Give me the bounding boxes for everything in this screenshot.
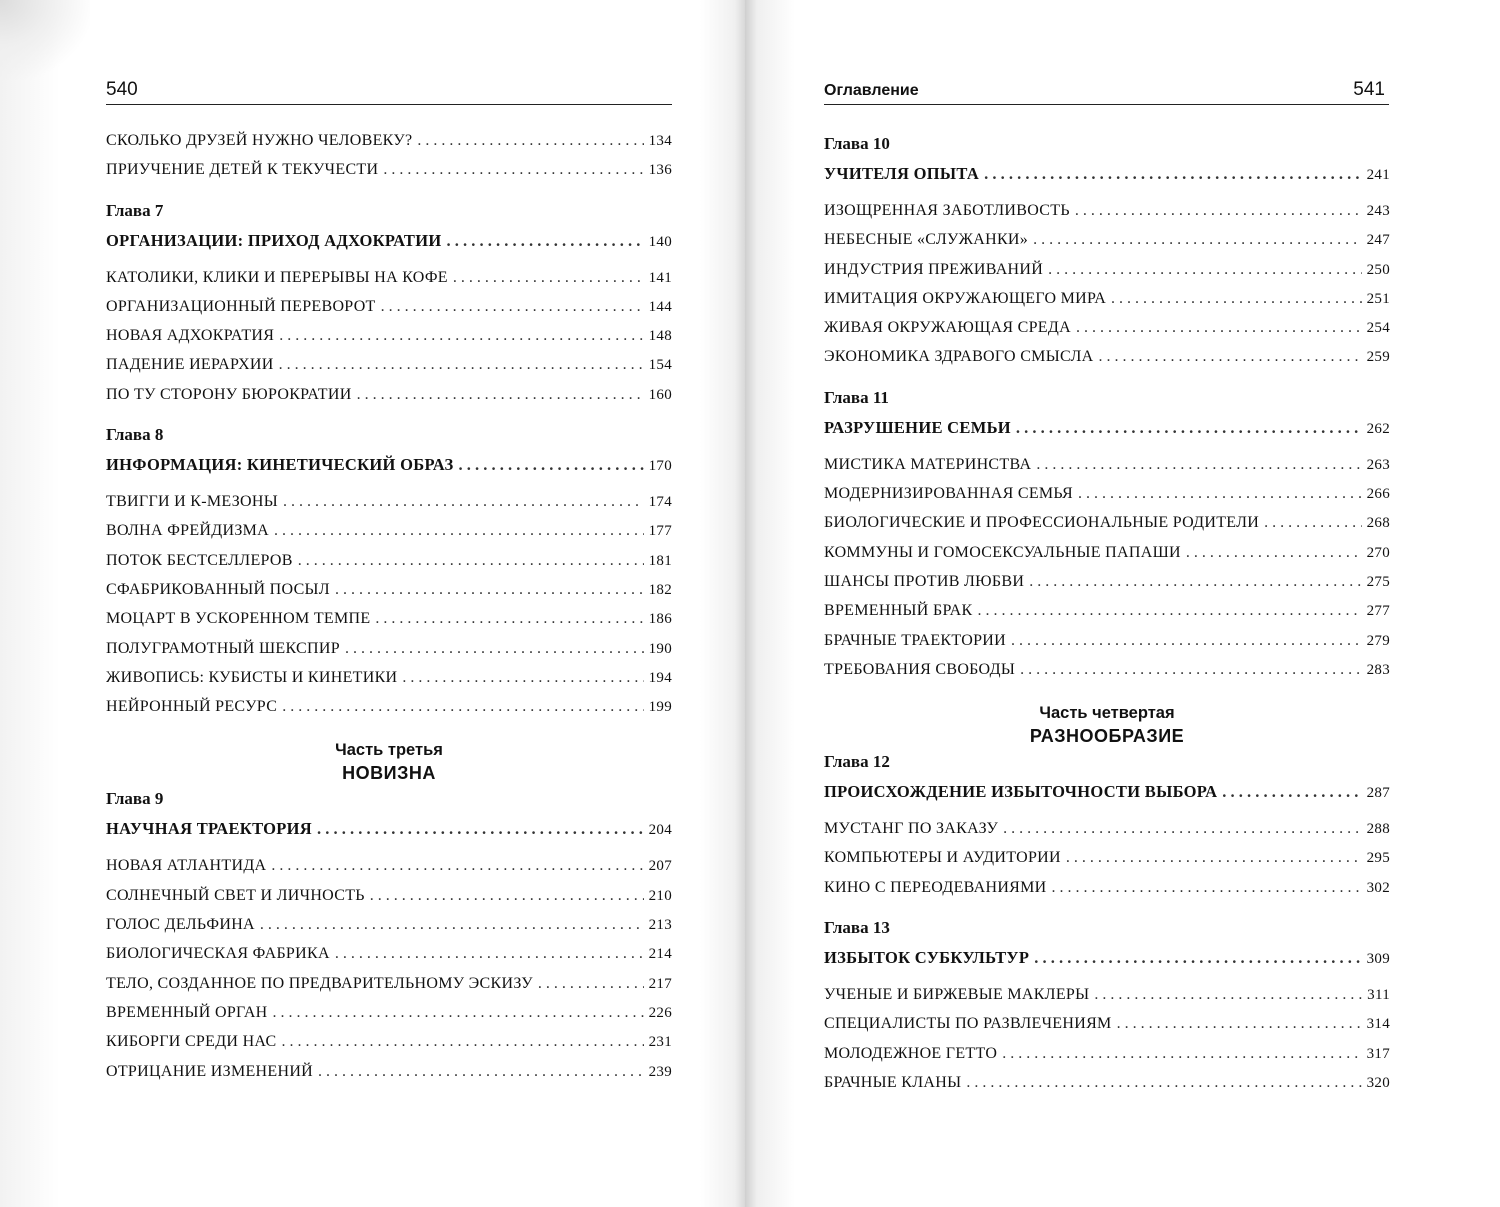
toc-entry [106,1063,672,1092]
part-label: Часть третья [335,741,443,760]
toc-entry [106,386,672,415]
entry-page-number: 266 [1366,486,1390,503]
entry-title: РАЗРУШЕНИЕ СЕМЬИ [824,417,1011,437]
part-title: РАЗНООБРАЗИЕ [1029,726,1185,747]
toc-entry [824,485,1390,514]
dot-leader [383,161,643,179]
toc-entry [106,161,672,190]
entry-page-number: 134 [648,133,672,149]
chapter-title-entry [824,164,1390,194]
entry-page-number: 174 [648,494,672,511]
entry-title: ЖИВОПИСЬ: КУБИСТЫ И КИНЕТИКИ [106,668,398,686]
entry-page-number: 287 [1366,785,1390,802]
entry-title: ВОЛНА ФРЕЙДИЗМА [106,522,270,540]
entry-page-number: 177 [648,523,672,540]
part-label: Часть четвертая [1039,704,1175,723]
entry-page-number: 251 [1366,290,1390,307]
toc-entry [106,975,672,1004]
entry-title: ИНФОРМАЦИЯ: КИНЕТИЧЕСКИЙ ОБРАЗ [106,455,454,475]
dot-leader [1075,202,1362,220]
entry-page-number: 210 [648,887,672,904]
entry-title: ЭКОНОМИКА ЗДРАВОГО СМЫСЛА [824,348,1094,366]
toc-entry [824,661,1390,690]
entry-page-number: 270 [1366,544,1390,561]
toc-entry [824,1015,1390,1044]
page-number: 541 [1353,79,1385,100]
dot-leader [453,269,644,287]
part-heading [106,727,672,789]
entry-title: НАУЧНАЯ ТРАЕКТОРИЯ [106,819,313,839]
entry-title: ИНДУСТРИЯ ПРЕЖИВАНИЙ [824,260,1044,278]
entry-title: ТРЕБОВАНИЯ СВОБОДЫ [824,660,1016,678]
toc-entry [106,1004,672,1033]
dot-leader [1222,782,1361,802]
dot-leader [1117,1015,1362,1033]
dot-leader [357,386,644,404]
entry-page-number: 182 [648,581,672,598]
entry-page-number: 275 [1366,573,1390,590]
chapter-label: Глава 11 [824,387,889,407]
toc-entry [824,348,1390,377]
toc-entry [106,522,672,551]
entry-page-number: 207 [648,858,672,875]
dot-leader [1033,231,1362,249]
toc-entry [106,945,672,974]
dot-leader [317,819,644,839]
entry-title: ОРГАНИЗАЦИИ: ПРИХОД АДХОКРАТИИ [106,230,442,250]
dot-leader [1186,544,1362,562]
toc-entry [824,879,1390,908]
entry-title: БРАЧНЫЕ ТРАЕКТОРИИ [824,631,1006,649]
entry-page-number: 148 [648,328,672,345]
entry-page-number: 250 [1366,261,1390,278]
entry-title: МУСТАНГ ПО ЗАКАЗУ [824,820,999,838]
toc-entry [824,1074,1390,1103]
toc-entry [824,849,1390,878]
dot-leader [966,1074,1361,1092]
dot-leader [318,1063,644,1081]
entry-title: МОДЕРНИЗИРОВАННАЯ СЕМЬЯ [824,485,1074,503]
entry-title: НЕБЕСНЫЕ «СЛУЖАНКИ» [824,231,1029,249]
toc-entry [824,514,1390,543]
entry-title: ЖИВАЯ ОКРУЖАЮЩАЯ СРЕДА [824,319,1071,337]
entry-page-number: 317 [1366,1045,1390,1062]
toc-entry [824,986,1390,1015]
entry-page-number: 243 [1366,203,1390,219]
toc-entry [106,327,672,356]
toc-entry [824,632,1390,661]
toc-entry [824,261,1390,290]
toc-entry [824,573,1390,602]
entry-page-number: 302 [1366,879,1390,896]
dot-leader [1036,456,1361,474]
entry-title: ПОТОК БЕСТСЕЛЛЕРОВ [106,551,293,569]
toc-entry [824,456,1390,485]
entry-page-number: 144 [648,298,672,315]
dot-leader [1003,820,1361,838]
dot-leader [282,698,643,716]
dot-leader [1016,418,1362,438]
dot-leader [1011,632,1362,650]
entry-title: МОЦАРТ В УСКОРЕННОМ ТЕМПЕ [106,610,371,628]
dot-leader [1066,849,1362,867]
dot-leader [1002,1045,1361,1063]
entry-page-number: 254 [1366,320,1390,337]
entry-page-number: 309 [1366,951,1390,968]
part-title: НОВИЗНА [342,763,436,784]
entry-page-number: 136 [648,162,672,179]
entry-title: ВРЕМЕННЫЙ БРАК [824,602,973,620]
dot-leader [1264,514,1361,532]
chapter-label: Глава 10 [824,134,890,153]
toc-entry [106,493,672,522]
toc-entry [106,669,672,698]
entry-page-number: 226 [648,1004,672,1021]
entry-title: БИОЛОГИЧЕСКИЕ И ПРОФЕССИОНАЛЬНЫЕ РОДИТЕЛИ [824,514,1260,532]
right-page-header [824,76,1389,105]
dot-leader [1094,986,1362,1004]
chapter-label: Глава 7 [106,200,164,220]
entry-title: ПО ТУ СТОРОНУ БЮРОКРАТИИ [106,385,352,403]
toc-entry [824,544,1390,573]
entry-page-number: 288 [1366,821,1390,838]
entry-page-number: 259 [1366,349,1390,366]
entry-title: НОВАЯ АТЛАНТИДА [106,857,267,875]
dot-leader [1111,290,1362,308]
running-head: Оглавление [824,82,919,99]
entry-page-number: 320 [1366,1074,1390,1091]
entry-page-number: 181 [648,552,672,569]
table-of-contents-right [824,134,1390,1103]
entry-title: МИСТИКА МАТЕРИНСТВА [824,455,1032,473]
entry-title: ИЗОЩРЕННАЯ ЗАБОТЛИВОСТЬ [824,202,1070,219]
chapter-label: Глава 12 [824,752,890,772]
dot-leader [335,945,644,963]
entry-page-number: 194 [648,669,672,686]
entry-page-number: 247 [1366,232,1390,249]
entry-page-number: 190 [648,640,672,657]
dot-leader [279,356,644,374]
entry-title: НЕЙРОННЫЙ РЕСУРС [106,698,278,716]
part-heading [824,690,1390,752]
toc-entry [106,916,672,945]
dot-leader [279,327,643,345]
entry-page-number: 311 [1367,987,1390,1004]
entry-page-number: 170 [648,458,672,475]
entry-page-number: 214 [648,946,672,963]
dot-leader [1029,573,1361,591]
entry-title: БИОЛОГИЧЕСКАЯ ФАБРИКА [106,945,330,963]
entry-title: ИЗБЫТОК СУБКУЛЬТУР [824,948,1030,968]
toc-entry [106,552,672,581]
entry-page-number: 314 [1366,1016,1390,1033]
entry-page-number: 217 [648,975,672,992]
chapter-title-entry [824,782,1390,812]
dot-leader [459,455,644,475]
dot-leader [1020,661,1362,679]
right-page [745,0,1500,1207]
entry-title: КИНО С ПЕРЕОДЕВАНИЯМИ [824,878,1047,896]
entry-page-number: 279 [1366,632,1390,649]
toc-entry [106,1033,672,1062]
dot-leader [260,916,644,934]
entry-title: УЧЕНЫЕ И БИРЖЕВЫЕ МАКЛЕРЫ [824,986,1090,1004]
entry-page-number: 262 [1366,420,1390,437]
entry-page-number: 283 [1366,661,1390,678]
dot-leader [984,164,1362,184]
chapter-label: Глава 9 [106,789,164,809]
dot-leader [1052,879,1362,897]
dot-leader [345,640,644,658]
entry-page-number: 277 [1366,603,1390,620]
toc-entry [824,231,1390,260]
chapter-title-entry [106,231,672,261]
toc-entry [106,269,672,298]
entry-title: ГОЛОС ДЕЛЬФИНА [106,916,255,934]
toc-entry [824,820,1390,849]
entry-page-number: 186 [648,611,672,628]
dot-leader [1076,319,1362,337]
dot-leader [375,610,643,628]
entry-title: СОЛНЕЧНЫЙ СВЕТ И ЛИЧНОСТЬ [106,886,365,904]
light-glare [0,0,90,80]
entry-title: ПАДЕНИЕ ИЕРАРХИИ [106,356,274,374]
toc-entry [824,602,1390,631]
chapter-title-entry [824,418,1390,448]
dot-leader [271,857,643,875]
entry-title: КАТОЛИКИ, КЛИКИ И ПЕРЕРЫВЫ НА КОФЕ [106,268,448,286]
dot-leader [298,552,644,570]
entry-title: ТЕЛО, СОЗДАННОЕ ПО ПРЕДВАРИТЕЛЬНОМУ ЭСКИЗУ [106,974,533,992]
toc-entry [106,857,672,886]
chapter-label: Глава 13 [824,918,890,938]
dot-leader [1034,948,1361,968]
entry-title: ИМИТАЦИЯ ОКРУЖАЮЩЕГО МИРА [824,289,1107,307]
page-number: 540 [106,79,138,100]
dot-leader [1078,485,1362,503]
entry-page-number: 295 [1366,850,1390,867]
entry-page-number: 140 [648,233,672,250]
entry-page-number: 213 [648,917,672,934]
dot-leader [274,522,644,540]
entry-title: БРАЧНЫЕ КЛАНЫ [824,1073,962,1091]
toc-entry [106,610,672,639]
entry-page-number: 160 [648,386,672,403]
entry-title: МОЛОДЕЖНОЕ ГЕТТО [824,1044,998,1062]
toc-entry [106,581,672,610]
entry-title: ВРЕМЕННЫЙ ОРГАН [106,1003,268,1021]
entry-page-number: 154 [648,357,672,374]
dot-leader [370,887,644,905]
left-page-header [106,76,672,105]
entry-page-number: 231 [648,1034,672,1051]
entry-title: КИБОРГИ СРЕДИ НАС [106,1033,277,1051]
toc-entry [106,887,672,916]
entry-title: КОММУНЫ И ГОМОСЕКСУАЛЬНЫЕ ПАПАШИ [824,543,1181,561]
entry-page-number: 199 [648,699,672,716]
entry-title: КОМПЬЮТЕРЫ И АУДИТОРИИ [824,849,1061,867]
entry-page-number: 239 [648,1063,672,1080]
entry-title: ШАНСЫ ПРОТИВ ЛЮБВИ [824,572,1025,590]
dot-leader [1099,348,1362,366]
dot-leader [283,493,644,511]
chapter-label: Глава 8 [106,425,164,445]
entry-title: СКОЛЬКО ДРУЗЕЙ НУЖНО ЧЕЛОВЕКУ? [106,132,413,149]
toc-entry [824,290,1390,319]
toc-entry [106,298,672,327]
entry-title: ОТРИЦАНИЕ ИЗМЕНЕНИЙ [106,1062,314,1080]
toc-entry [106,356,672,385]
dot-leader [977,602,1361,620]
dot-leader [447,231,644,251]
left-page [0,0,745,1207]
dot-leader [1048,261,1361,279]
chapter-title-entry [106,819,672,849]
toc-entry [824,319,1390,348]
entry-title: УЧИТЕЛЯ ОПЫТА [824,164,980,183]
entry-page-number: 241 [1366,167,1390,183]
table-of-contents-left [106,132,672,1092]
dot-leader [381,298,644,316]
entry-page-number: 263 [1366,456,1390,473]
dot-leader [281,1033,643,1051]
toc-entry [106,132,672,161]
entry-page-number: 141 [648,269,672,286]
entry-title: СФАБРИКОВАННЫЙ ПОСЫЛ [106,580,330,598]
entry-title: ТВИГГИ И К-МЕЗОНЫ [106,493,278,511]
entry-page-number: 268 [1366,515,1390,532]
entry-title: НОВАЯ АДХОКРАТИЯ [106,327,275,345]
dot-leader [538,975,644,993]
toc-entry [824,1045,1390,1074]
entry-page-number: 204 [648,822,672,839]
toc-entry [106,698,672,727]
dot-leader [402,669,643,687]
entry-title: ПРИУЧЕНИЕ ДЕТЕЙ К ТЕКУЧЕСТИ [106,161,379,179]
chapter-title-entry [106,455,672,485]
entry-title: СПЕЦИАЛИСТЫ ПО РАЗВЛЕЧЕНИЯМ [824,1015,1112,1033]
dot-leader [335,581,644,599]
toc-entry [106,640,672,669]
dot-leader [417,132,643,150]
entry-title: ПРОИСХОЖДЕНИЕ ИЗБЫТОЧНОСТИ ВЫБОРА [824,782,1218,802]
entry-title: ПОЛУГРАМОТНЫЙ ШЕКСПИР [106,639,340,657]
chapter-title-entry [824,948,1390,978]
dot-leader [273,1004,644,1022]
entry-title: ОРГАНИЗАЦИОННЫЙ ПЕРЕВОРОТ [106,297,376,315]
toc-entry [824,202,1390,231]
